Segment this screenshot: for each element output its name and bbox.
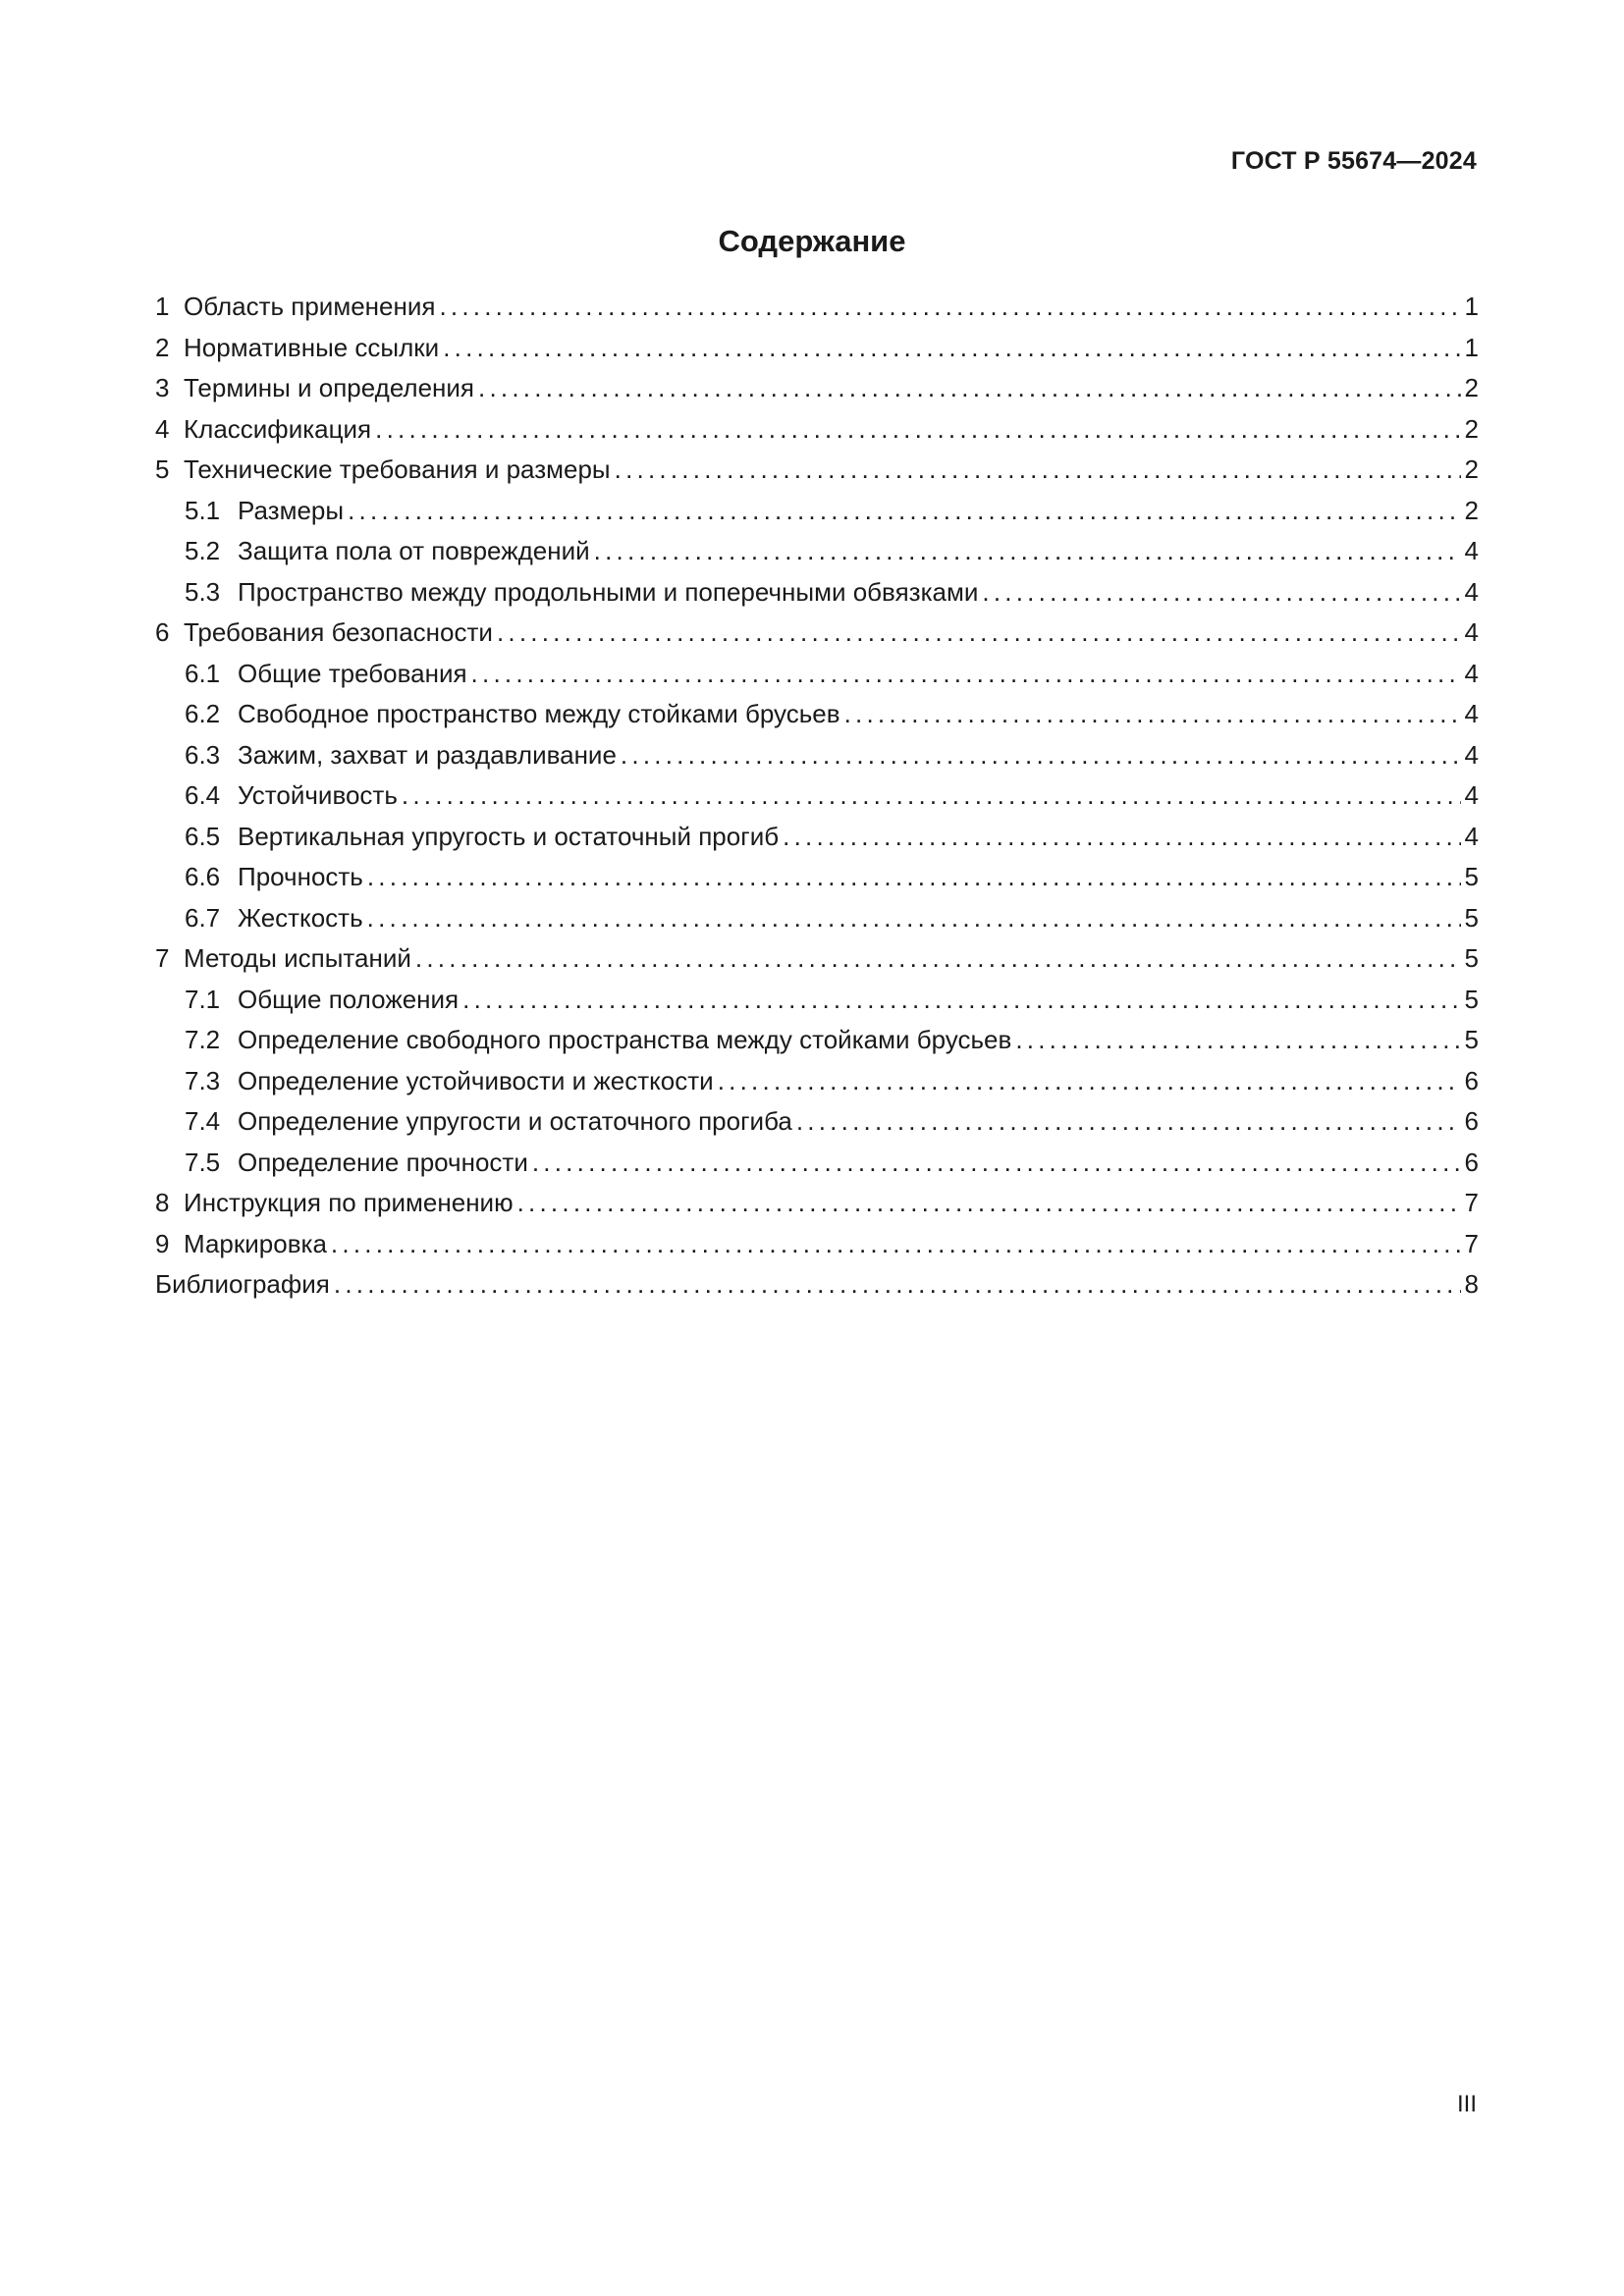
toc-entry[interactable]: [155, 938, 1479, 980]
toc-dot-leader: [718, 1061, 1461, 1102]
toc-entry[interactable]: [155, 491, 1479, 532]
toc-entry[interactable]: [155, 450, 1479, 491]
toc-entry-page: 2: [1464, 413, 1479, 444]
toc-entry-title: Технические требования и размеры: [184, 454, 611, 484]
toc-entry-title: Нормативные ссылки: [184, 332, 440, 362]
toc-entry[interactable]: [155, 287, 1479, 328]
page-number: III: [1456, 2091, 1477, 2117]
toc-dot-leader: [462, 980, 1460, 1021]
toc-entry-number: 3: [155, 373, 170, 402]
toc-entry-page: 5: [1464, 902, 1479, 933]
toc-dot-leader: [532, 1143, 1461, 1184]
toc-dot-leader: [402, 775, 1461, 817]
toc-entry[interactable]: [155, 368, 1479, 409]
toc-entry-number: 5.3: [185, 576, 221, 607]
toc-title: Содержание: [718, 224, 906, 258]
toc-dot-leader: [621, 735, 1461, 776]
toc-entry-page: 8: [1464, 1269, 1479, 1299]
toc-entry-title: Вертикальная упругость и остаточный прогиб: [238, 821, 780, 851]
toc-entry-number: 5.1: [185, 495, 221, 525]
toc-entry-title: Методы испытаний: [184, 943, 411, 973]
toc-entry-number: 9: [155, 1228, 170, 1258]
toc-dot-leader: [375, 409, 1460, 451]
toc-entry-title: Защита пола от повреждений: [238, 536, 590, 565]
toc-entry[interactable]: [155, 817, 1479, 858]
toc-entry-title: Размеры: [238, 495, 345, 525]
toc-entry-page: 2: [1464, 373, 1479, 402]
toc-entry-page: 4: [1464, 576, 1479, 607]
toc-entry-title: Определение упругости и остаточного прогиба: [238, 1106, 792, 1136]
toc-entry-title: Определение свободного пространства между стойками брусьев: [238, 1025, 1012, 1054]
toc-entry-title: Жесткость: [238, 902, 363, 933]
toc-dot-leader: [478, 368, 1461, 409]
toc-dot-leader: [615, 450, 1461, 491]
toc-entry-title: Пространство между продольными и поперечными обвязками: [238, 576, 979, 607]
toc-entry[interactable]: [155, 613, 1479, 654]
toc-entry[interactable]: [155, 1264, 1479, 1306]
toc-entry-page: 5: [1464, 984, 1479, 1014]
toc-entry[interactable]: [155, 857, 1479, 898]
toc-dot-leader: [517, 1183, 1461, 1224]
toc-entry-number: 8: [155, 1188, 170, 1217]
toc-entry[interactable]: [155, 694, 1479, 735]
toc-dot-leader: [497, 613, 1461, 654]
toc-entry-number: 6.4: [185, 780, 221, 810]
toc-dot-leader: [982, 572, 1460, 614]
toc-entry-number: 7.4: [185, 1106, 221, 1136]
toc-entry[interactable]: [155, 1183, 1479, 1224]
toc-entry-page: 4: [1464, 536, 1479, 565]
toc-entry-number: 7.2: [185, 1025, 221, 1054]
toc-entry-number: 6.1: [185, 658, 221, 688]
toc-entry-number: 2: [155, 332, 170, 362]
toc-entry-number: 7: [155, 943, 170, 973]
toc-dot-leader: [1015, 1020, 1460, 1061]
toc-entry-number: 6.7: [185, 902, 221, 933]
toc-entry-page: 2: [1464, 495, 1479, 525]
toc-entry-title: Свободное пространство между стойками брусьев: [238, 699, 840, 728]
toc-entry-page: 6: [1464, 1147, 1479, 1177]
toc-entry[interactable]: [155, 531, 1479, 572]
toc-entry-title: Определение устойчивости и жесткости: [238, 1065, 714, 1095]
toc-entry-page: 4: [1464, 617, 1479, 647]
toc-entry-title: Требования безопасности: [184, 617, 493, 647]
toc-dot-leader: [783, 817, 1460, 858]
toc-entry[interactable]: [155, 409, 1479, 451]
toc-dot-leader: [348, 491, 1460, 532]
toc-entry-number: 5: [155, 454, 170, 484]
toc-entry[interactable]: [155, 735, 1479, 776]
toc-entry-page: 1: [1464, 332, 1479, 362]
toc-entry-page: 5: [1464, 943, 1479, 973]
toc-entry-page: 1: [1464, 292, 1479, 321]
toc-entry-title: Инструкция по применению: [184, 1188, 514, 1217]
toc-entry-title: Прочность: [238, 862, 363, 891]
toc-entry[interactable]: [155, 328, 1479, 369]
toc-dot-leader: [471, 654, 1461, 695]
toc-entry[interactable]: [155, 1224, 1479, 1265]
toc-entry[interactable]: [155, 1020, 1479, 1061]
toc-dot-leader: [443, 328, 1460, 369]
toc-entry-number: 6: [155, 617, 170, 647]
toc-dot-leader: [594, 531, 1461, 572]
toc-entry-title: Устойчивость: [238, 780, 398, 810]
toc-entry-number: 5.2: [185, 536, 221, 565]
toc-dot-leader: [367, 857, 1461, 898]
toc-entry-page: 4: [1464, 780, 1479, 810]
toc-dot-leader: [439, 287, 1460, 328]
toc-entry-title: Маркировка: [184, 1228, 327, 1258]
toc-entry[interactable]: [155, 775, 1479, 817]
toc-entry-number: 6.5: [185, 821, 221, 851]
toc-entry[interactable]: [155, 572, 1479, 614]
toc-entry-number: 7.5: [185, 1147, 221, 1177]
toc-entry-page: 6: [1464, 1106, 1479, 1136]
toc-entry-number: 6.2: [185, 699, 221, 728]
toc-dot-leader: [415, 938, 1461, 980]
toc-entry-page: 4: [1464, 821, 1479, 851]
toc-dot-leader: [844, 694, 1461, 735]
toc-entry-number: 4: [155, 413, 170, 444]
toc-entry-page: 2: [1464, 454, 1479, 484]
toc-entry-number: 1: [155, 292, 170, 321]
toc-entry-title: Классификация: [184, 413, 372, 444]
toc-entry-number: 6.3: [185, 739, 221, 770]
toc-dot-leader: [334, 1264, 1461, 1306]
toc-entry[interactable]: [155, 980, 1479, 1021]
toc-dot-leader: [331, 1224, 1461, 1265]
table-of-contents: [155, 287, 1479, 1306]
toc-entry-page: 5: [1464, 862, 1479, 891]
toc-entry-title: Определение прочности: [238, 1147, 528, 1177]
toc-entry-page: 7: [1464, 1228, 1479, 1258]
toc-entry[interactable]: [155, 1143, 1479, 1184]
toc-entry-title: Общие положения: [238, 984, 460, 1014]
toc-dot-leader: [367, 898, 1461, 939]
document-standard-id: ГОСТ Р 55674—2024: [1230, 147, 1477, 175]
toc-entry-number: 6.6: [185, 862, 221, 891]
toc-entry[interactable]: [155, 654, 1479, 695]
toc-entry-page: 4: [1464, 699, 1479, 728]
toc-entry-page: 7: [1464, 1188, 1479, 1217]
toc-dot-leader: [796, 1101, 1461, 1143]
toc-entry-title: Общие требования: [238, 658, 467, 688]
toc-entry-title: Библиография: [155, 1269, 330, 1299]
toc-entry[interactable]: [155, 1101, 1479, 1143]
toc-entry-number: 7.1: [185, 984, 221, 1014]
toc-entry-page: 6: [1464, 1065, 1479, 1095]
toc-entry[interactable]: [155, 898, 1479, 939]
toc-entry-title: Область применения: [184, 292, 436, 321]
toc-entry-page: 5: [1464, 1025, 1479, 1054]
toc-entry[interactable]: [155, 1061, 1479, 1102]
toc-entry-title: Термины и определения: [184, 373, 475, 402]
toc-entry-page: 4: [1464, 739, 1479, 770]
toc-entry-title: Зажим, захват и раздавливание: [238, 739, 617, 770]
toc-entry-page: 4: [1464, 658, 1479, 688]
toc-entry-number: 7.3: [185, 1065, 221, 1095]
